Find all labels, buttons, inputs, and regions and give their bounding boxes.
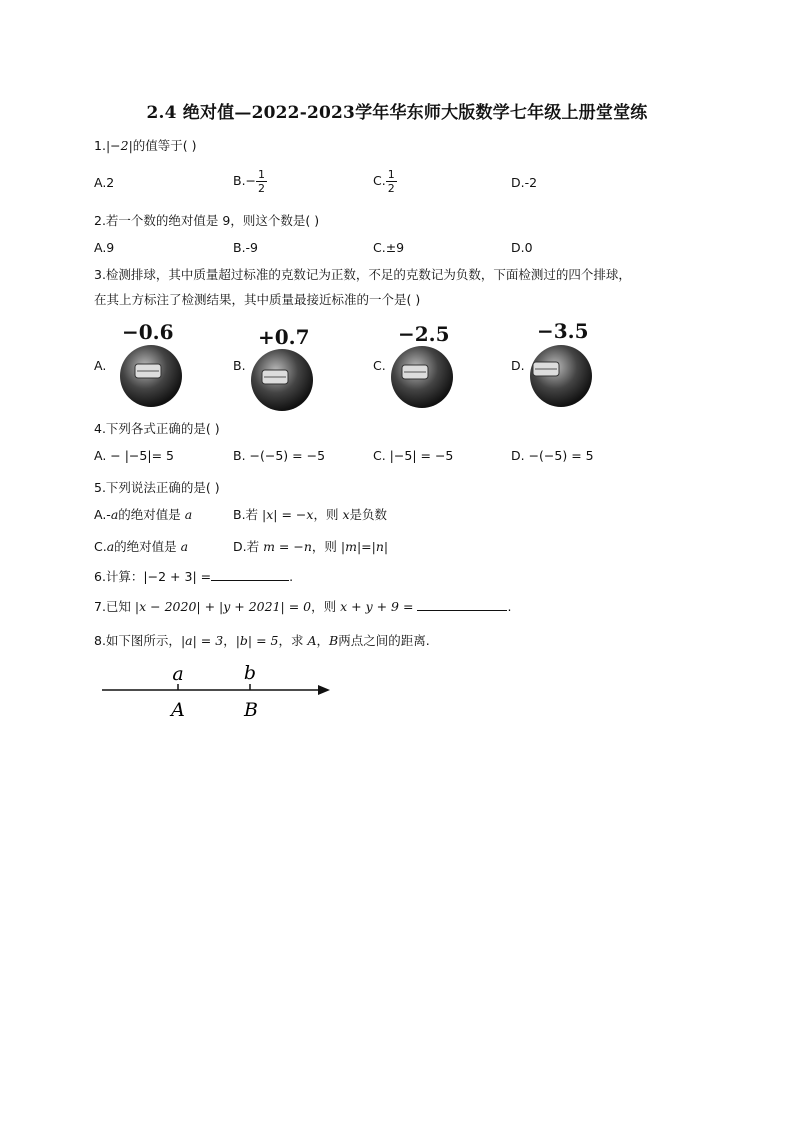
question-7: 7.已知 |x − 2020| + |y + 2021| = 0，则 x + y + 9 = . xyxy=(94,599,512,614)
q5-option-b: B.若 |x| = −x，则 x是负数 xyxy=(233,507,388,522)
q3-option-a-value: −0.6 xyxy=(122,320,174,344)
question-1-stem: 1.|−2|的值等于( ) xyxy=(94,138,197,153)
q1-option-c: C. $\frac{1}{2}$ xyxy=(373,168,395,195)
q2-option-b: B.-9 xyxy=(233,240,259,255)
fraction: $\frac{1}{2}$ xyxy=(387,168,395,195)
answer-blank[interactable] xyxy=(417,598,507,611)
q2-option-c: C.±9 xyxy=(373,240,405,255)
q3-option-c-letter: C. xyxy=(373,358,386,373)
question-8: 8.如下图所示，|a| = 3，|b| = 5，求 A，B两点之间的距离. xyxy=(94,633,430,648)
question-5-stem: 5.下列说法正确的是( ) xyxy=(94,480,220,495)
label-a: a xyxy=(172,663,184,685)
volleyball-icon xyxy=(117,342,185,410)
question-2-stem: 2.若一个数的绝对值是 9，则这个数是( ) xyxy=(94,213,320,228)
volleyball-icon xyxy=(527,342,595,410)
question-4-stem: 4.下列各式正确的是( ) xyxy=(94,421,220,436)
q3-option-c-value: −2.5 xyxy=(398,322,450,346)
q4-option-a: A. − |−5|= 5 xyxy=(94,448,174,463)
q5-option-a: A.-a的绝对值是 a xyxy=(94,507,193,522)
q4-option-d: D. −(−5) = 5 xyxy=(511,448,594,463)
answer-blank[interactable] xyxy=(211,568,289,581)
volleyball-icon xyxy=(388,343,456,411)
label-b: b xyxy=(243,662,257,684)
number-line-figure xyxy=(96,660,340,724)
point-b-label: B xyxy=(244,699,258,721)
arrow-head-icon xyxy=(318,685,330,695)
q5-option-d: D.若 m = −n，则 |m|=|n| xyxy=(233,539,389,554)
q5-option-c: C.a的绝对值是 a xyxy=(94,539,189,554)
q1-option-a: A.2 xyxy=(94,175,115,190)
page-title: 2.4 绝对值—2022-2023学年华东师大版数学七年级上册堂堂练 xyxy=(146,103,648,123)
question-3-stem-line2: 在其上方标注了检测结果，其中质量最接近标准的一个是( ) xyxy=(94,292,421,307)
abs-expression: |−2| xyxy=(105,138,133,153)
question-3-stem-line1: 3.检测排球，其中质量超过标准的克数记为正数，不足的克数记为负数，下面检测过的四个排球， xyxy=(94,267,631,282)
q2-option-d: D.0 xyxy=(511,240,533,255)
q4-option-c: C. |−5| = −5 xyxy=(373,448,454,463)
q4-option-b: B. −(−5) = −5 xyxy=(233,448,326,463)
point-a-label: A xyxy=(171,699,185,721)
q3-option-b-letter: B. xyxy=(233,358,246,373)
q3-option-d-letter: D. xyxy=(511,358,525,373)
q1-option-b: B.− $\frac{1}{2}$ xyxy=(233,168,266,195)
q2-option-a: A.9 xyxy=(94,240,115,255)
q1-option-d: D.-2 xyxy=(511,175,538,190)
q3-option-a-letter: A. xyxy=(94,358,107,373)
q3-option-b-value: +0.7 xyxy=(258,325,310,349)
volleyball-icon xyxy=(248,346,316,414)
q3-option-d-value: −3.5 xyxy=(537,319,589,343)
fraction: $\frac{1}{2}$ xyxy=(258,168,266,195)
question-6: 6.计算：|−2 + 3| = . xyxy=(94,569,294,584)
